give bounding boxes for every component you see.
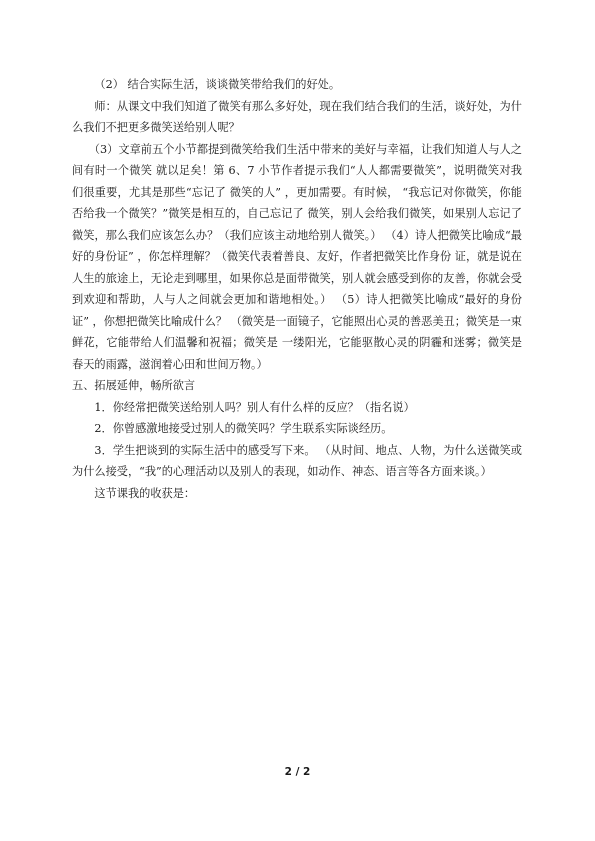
section-heading: 五、拓展延伸，畅所欲言 bbox=[72, 379, 196, 392]
list-item-2: 2．你曾感激地接受过别人的微笑吗？学生联系实际谈经历。 bbox=[94, 422, 393, 435]
closing-prompt: 这节课我的收获是： bbox=[94, 486, 196, 500]
paragraph-teacher: 师：从课文中我们知道了微笑有那么多好处，现在我们结合我们的生活，谈好处，为什么我们不把更多微笑送给别人呢？ bbox=[72, 99, 522, 134]
list-item-1: 1．你经常把微笑送给别人吗？别人有什么样的反应？（指名说） bbox=[94, 400, 415, 414]
page-number: 2 / 2 bbox=[284, 766, 311, 778]
paragraph-items-3-5: （3）文章前五个小节都提到微笑给我们生活中带来的美好与幸福，让我们知道人与人之间有时一个微笑 就以足矣！第 6、7 小节作者提示我们“人人都需要微笑”，说明微笑对我们很重要，尤其是那些“忘记了 微笑的人” ，更加需要。有时候， “我忘记对你微笑，你能否给我一个微笑？”微笑是相互的，自己忘记了 微笑，别人会给我们微笑，如果别人忘记了微笑，那么我们应该怎么办？（我们应该主动地给别人微笑。） （4）诗人把微笑比喻成“最好的身份证” ，你怎样理解？（微笑代表着善良、友好，作者把微笑比作身份 证，就是说在人生的旅途上，无论走到哪里，如果你总是面带微笑，别人就会感受到你的友善，你就会受到欢迎和帮助，人与人之间就会更加和谐地相处。） （5）诗人把微笑比喻成“最好的身份证” ，你想把微笑比喻成什么？ （微笑是一面镜子，它能照出心灵的善恶美丑；微笑是一束鲜花，它能带给人们温馨和祝福；微笑是 一缕阳光，它能驱散心灵的阴霾和迷雾；微笑是春天的雨露，滋润着心田和世间万物。） bbox=[72, 142, 522, 371]
paragraph-item-2: （2） 结合实际生活，谈谈微笑带给我们的好处。 bbox=[94, 78, 341, 91]
list-item-3: 3．学生把谈到的实际生活中的感受写下来。 （从时间、地点、人物，为什么送微笑或为什么接受，“我”的心理活动以及别人的表现，如动作、神态、语言等各方面来谈。） bbox=[72, 443, 522, 478]
document-body bbox=[72, 74, 522, 504]
